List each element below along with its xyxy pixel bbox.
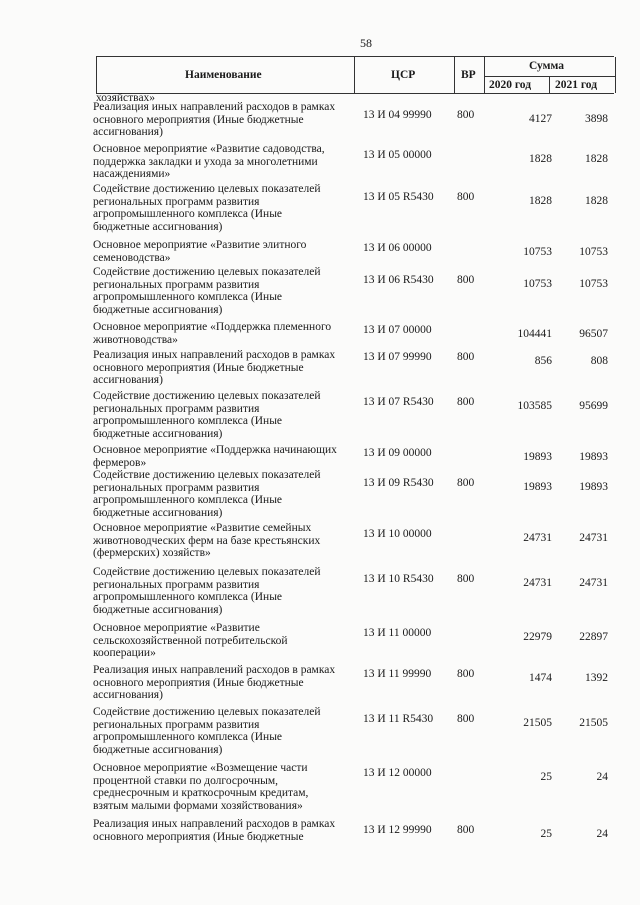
row-csr: 13 И 12 99990 xyxy=(363,824,432,836)
row-name-line: агропромышленного комплекса (Иные xyxy=(93,208,283,220)
row-csr: 13 И 05 R5430 xyxy=(363,191,434,203)
row-name-line: Содействие достижению целевых показателей xyxy=(93,469,321,481)
row-name-line: региональных программ развития xyxy=(93,481,260,494)
header-sum-cell xyxy=(484,57,616,93)
row-value-2020: 25 xyxy=(540,771,552,783)
row-name-line: Реализация иных направлений расходов в рамках xyxy=(93,101,336,113)
header-name-cell xyxy=(96,57,355,93)
row-value-2021: 22897 xyxy=(579,631,608,643)
row-csr: 13 И 12 00000 xyxy=(363,767,432,779)
row-vr: 800 xyxy=(457,274,475,286)
row-value-2020: 19893 xyxy=(523,451,552,463)
row-value-2021: 19893 xyxy=(579,451,608,463)
row-name-line: агропромышленного комплекса (Иные xyxy=(93,591,283,603)
row-name-line: Содействие достижению целевых показателей xyxy=(93,390,321,402)
row-vr: 800 xyxy=(457,396,475,408)
row-name xyxy=(93,622,357,660)
row-name xyxy=(93,762,357,812)
header-sum: Сумма xyxy=(529,60,564,72)
header-name: Наименование xyxy=(185,69,262,81)
row-name-line: фермеров» xyxy=(93,456,147,469)
row-name-line: поддержка закладки и ухода за многолетними xyxy=(93,155,318,168)
row-name-line: (фермерских) хозяйств» xyxy=(93,547,211,559)
row-name-line: основного мероприятия (Иные бюджетные xyxy=(93,361,304,374)
row-value-2020: 19893 xyxy=(523,481,552,493)
row-name xyxy=(93,522,357,560)
row-name-line: основного мероприятия (Иные бюджетные xyxy=(93,830,304,843)
row-name-line: насаждениями» xyxy=(93,168,171,180)
row-name-line: животноводческих ферм на базе крестьянских xyxy=(93,534,321,547)
row-csr: 13 И 10 00000 xyxy=(363,528,432,540)
row-value-2020: 24731 xyxy=(523,532,552,544)
row-name-line: Реализация иных направлений расходов в рамках xyxy=(93,349,336,361)
header-sum-divider xyxy=(485,76,615,77)
header-year-divider xyxy=(549,76,550,93)
row-csr: 13 И 11 99990 xyxy=(363,668,432,680)
row-name-line: региональных программ развития xyxy=(93,402,260,415)
row-vr: 800 xyxy=(457,109,475,121)
row-name-line: кооперации» xyxy=(93,647,156,659)
row-value-2020: 25 xyxy=(540,828,552,840)
row-name xyxy=(93,143,357,181)
row-name-line: Основное мероприятие «Развитие элитного xyxy=(93,239,307,251)
row-name xyxy=(93,566,357,616)
row-name xyxy=(93,706,357,756)
row-name-line: бюджетные ассигнования) xyxy=(93,427,223,440)
continuation-text: хозяйствах» xyxy=(96,92,156,104)
row-value-2020: 856 xyxy=(534,355,552,367)
row-name-line: региональных программ развития xyxy=(93,195,260,208)
row-name-line: Содействие достижению целевых показателей xyxy=(93,566,321,578)
row-csr: 13 И 05 00000 xyxy=(363,149,432,161)
row-value-2020: 21505 xyxy=(523,717,552,729)
row-value-2021: 21505 xyxy=(579,717,608,729)
row-name xyxy=(93,444,357,469)
row-name-line: Основное мероприятие «Поддержка племенного xyxy=(93,321,332,333)
row-name-line: ассигнования) xyxy=(93,126,163,138)
row-value-2021: 24 xyxy=(596,828,608,840)
row-value-2020: 104441 xyxy=(517,328,552,340)
row-name-line: агропромышленного комплекса (Иные xyxy=(93,494,283,506)
header-2021: 2021 год xyxy=(555,79,598,91)
row-name xyxy=(93,239,357,264)
row-name-line: ассигнования) xyxy=(93,689,163,701)
row-name-line: агропромышленного комплекса (Иные xyxy=(93,731,283,743)
table-header xyxy=(96,56,614,94)
row-vr: 800 xyxy=(457,668,475,680)
row-name-line: семеноводства» xyxy=(93,251,171,264)
row-name xyxy=(93,390,357,440)
row-name-line: среднесрочным и краткосрочным кредитам, xyxy=(93,787,309,799)
row-value-2021: 10753 xyxy=(579,278,608,290)
row-value-2021: 1828 xyxy=(585,153,608,165)
row-name-line: Реализация иных направлений расходов в рамках xyxy=(93,664,336,676)
row-value-2021: 1392 xyxy=(585,672,608,684)
row-name xyxy=(93,183,357,233)
row-value-2020: 24731 xyxy=(523,577,552,589)
row-name-line: Основное мероприятие «Развитие садоводства, xyxy=(93,143,325,155)
row-csr: 13 И 09 R5430 xyxy=(363,477,434,489)
row-name-line: бюджетные ассигнования) xyxy=(93,743,223,756)
row-name-line: Основное мероприятие «Развитие xyxy=(93,622,260,634)
header-vr: ВР xyxy=(461,69,476,81)
row-name xyxy=(93,321,357,346)
row-value-2021: 808 xyxy=(590,355,608,367)
row-name-line: региональных программ развития xyxy=(93,278,260,291)
row-value-2021: 3898 xyxy=(585,113,608,125)
row-value-2020: 1828 xyxy=(529,153,552,165)
row-name-line: процентной ставки по долгосрочным, xyxy=(93,774,279,787)
row-name xyxy=(93,664,357,702)
row-name-line: бюджетные ассигнования) xyxy=(93,303,223,316)
row-name-line: региональных программ развития xyxy=(93,718,260,731)
row-name-line: взятым малыми формами хозяйствования» xyxy=(93,799,303,812)
row-name xyxy=(93,266,357,316)
row-value-2021: 24731 xyxy=(579,577,608,589)
header-2020: 2020 год xyxy=(489,79,532,91)
header-csr-cell xyxy=(354,57,455,93)
row-name xyxy=(93,101,357,139)
row-value-2021: 96507 xyxy=(579,328,608,340)
row-name-line: Реализация иных направлений расходов в рамках xyxy=(93,818,336,830)
row-value-2021: 95699 xyxy=(579,400,608,412)
row-name-line: Содействие достижению целевых показателей xyxy=(93,706,321,718)
header-csr: ЦСР xyxy=(391,69,416,81)
row-vr: 800 xyxy=(457,573,475,585)
row-csr: 13 И 07 99990 xyxy=(363,351,432,363)
row-vr: 800 xyxy=(457,824,475,836)
row-csr: 13 И 07 R5430 xyxy=(363,396,434,408)
row-value-2021: 19893 xyxy=(579,481,608,493)
row-name-line: бюджетные ассигнования) xyxy=(93,220,223,233)
row-name xyxy=(93,349,357,387)
row-name-line: Основное мероприятие «Развитие семейных xyxy=(93,522,312,534)
row-name-line: агропромышленного комплекса (Иные xyxy=(93,415,283,427)
row-vr: 800 xyxy=(457,713,475,725)
row-csr: 13 И 07 00000 xyxy=(363,324,432,336)
row-name-line: агропромышленного комплекса (Иные xyxy=(93,291,283,303)
row-name xyxy=(93,818,357,843)
row-value-2020: 103585 xyxy=(517,400,552,412)
page-number: 58 xyxy=(360,36,372,50)
row-name xyxy=(93,469,357,519)
header-vr-cell xyxy=(454,57,485,93)
row-name-line: основного мероприятия (Иные бюджетные xyxy=(93,113,304,126)
row-csr: 13 И 10 R5430 xyxy=(363,573,434,585)
row-name-line: Основное мероприятие «Поддержка начинающих xyxy=(93,444,337,456)
row-csr: 13 И 11 R5430 xyxy=(363,713,434,725)
row-vr: 800 xyxy=(457,477,475,489)
row-name-line: региональных программ развития xyxy=(93,578,260,591)
row-value-2020: 10753 xyxy=(523,278,552,290)
row-value-2020: 4127 xyxy=(529,113,552,125)
row-csr: 13 И 04 99990 xyxy=(363,109,432,121)
row-name-line: Содействие достижению целевых показателей xyxy=(93,266,321,278)
row-name-line: Основное мероприятие «Возмещение части xyxy=(93,762,308,774)
row-name-line: ассигнования) xyxy=(93,374,163,386)
row-vr: 800 xyxy=(457,351,475,363)
row-value-2020: 22979 xyxy=(523,631,552,643)
row-csr: 13 И 09 00000 xyxy=(363,447,432,459)
row-csr: 13 И 06 00000 xyxy=(363,242,432,254)
row-name-line: бюджетные ассигнования) xyxy=(93,506,223,519)
row-value-2020: 1474 xyxy=(529,672,552,684)
row-csr: 13 И 06 R5430 xyxy=(363,274,434,286)
row-name-line: Содействие достижению целевых показателей xyxy=(93,183,321,195)
row-name-line: сельскохозяйственной потребительской xyxy=(93,634,288,647)
row-csr: 13 И 11 00000 xyxy=(363,627,432,639)
row-value-2020: 10753 xyxy=(523,246,552,258)
row-name-line: основного мероприятия (Иные бюджетные xyxy=(93,676,304,689)
row-value-2021: 1828 xyxy=(585,195,608,207)
row-name-line: животноводства» xyxy=(93,333,178,346)
row-value-2021: 10753 xyxy=(579,246,608,258)
row-vr: 800 xyxy=(457,191,475,203)
row-value-2021: 24 xyxy=(596,771,608,783)
row-name-line: бюджетные ассигнования) xyxy=(93,603,223,616)
row-value-2021: 24731 xyxy=(579,532,608,544)
row-value-2020: 1828 xyxy=(529,195,552,207)
